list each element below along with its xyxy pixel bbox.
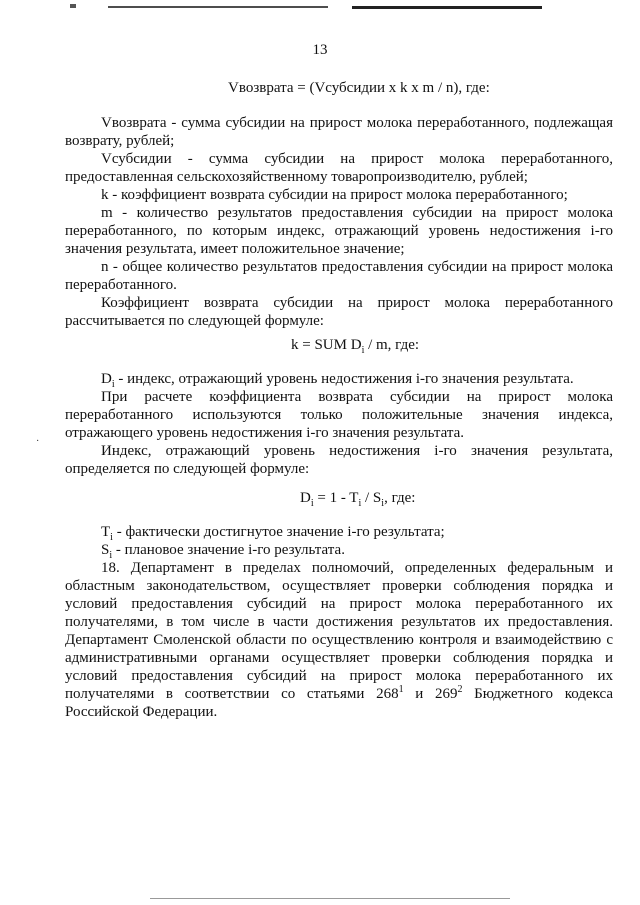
formula-k-after: / m, где: [364,337,420,353]
scan-mark [70,4,76,8]
di-sub: i [111,379,115,390]
t-text: - фактически достигнутое значение i-го результата; [112,524,445,540]
di-text: - индекс, отражающий уровень недостижения i-го значения результата. [114,371,574,387]
final-block [65,523,613,721]
formula-t-sub: i [358,498,362,509]
formula-d [300,490,415,507]
definition-v-return: Vвозврата - сумма субсидии на прирост молока переработанного, подлежащая возврату, рублей; [65,115,613,149]
coefficient-intro: Коэффициент возврата субсидии на прирост молока переработанного рассчитывается по следующей формуле: [65,295,613,329]
paragraph-18 [65,559,613,721]
t-sub: i [110,532,113,543]
definition-m: m - количество результатов предоставления субсидии на прирост молока переработанного, по которым индекс, отражающий уровень недостижения i-го значения результата, имеет положительное значение; [65,205,613,257]
paragraph-index-formula-intro: Индекс, отражающий уровень недостижения i-го значения результата, определяется по следующей формуле: [65,443,613,477]
scan-dot: · [36,436,40,447]
t-symbol: T [101,524,111,540]
formula-d-symbol: D [300,490,311,506]
sup-2: 2 [457,684,463,695]
formula-k [291,337,419,354]
paragraph-positive-values: При расчете коэффициента возврата субсидии на прирост молока переработанного используются только положительные значения индекса, отражающего уровень недостижения i-го значения результата. [65,389,613,441]
definition-s [65,541,613,559]
formula-d-middle: = 1 - T [313,490,359,506]
formula-k-sub: i [361,345,365,356]
formula-s-sub: i [381,498,385,509]
scan-edge-line-bottom [150,898,510,899]
scan-edge-line-right [352,6,542,9]
definition-t [65,523,613,541]
definition-di [65,370,613,388]
definition-v-subsidy: Vсубсидии - сумма субсидии на прирост молока переработанного, предоставленная сельскохозяйственному товаропроизводителю, рублей; [65,151,613,185]
definitions-block [65,114,613,330]
formula-d-end: , где: [384,490,416,506]
definition-n: n - общее количество результатов предоставления субсидии на прирост молока переработанного. [65,259,613,293]
paragraph-18-tail: Бюджетного кодекса Российской Федерации. [65,686,613,720]
page-number: 13 [312,42,328,58]
index-block [65,370,613,478]
paragraph-18-text: 18. Департамент в пределах полномочий, определенных федеральным и областным законодательством, осуществляет проверки соблюдения порядка и условий предоставления субсидий на прирост молока переработанного их получателями, в том числе в части достижения результатов их предоставления. Департамент Смоленской области по осуществлению контроля и взаимодействию с административными органами осуществляет проверки соблюдения порядка и условий предоставления субсидий на прирост молока переработанного их получателями в соответствии со статьями 268 [65,560,613,702]
di-symbol: D [101,371,112,387]
s-text: - плановое значение i-го результата. [112,542,345,558]
formula-k-before: k = SUM D [291,337,362,353]
paragraph-18-and: и 269 [403,686,458,702]
formula-d-sub: i [310,498,314,509]
formula-return-amount: Vвозврата = (Vсубсидии x k x m / n), где: [228,80,490,96]
formula-d-slash: / S [361,490,382,506]
definition-k: k - коэффициент возврата субсидии на прирост молока переработанного; [101,187,568,203]
scan-edge-line-left [108,6,328,8]
sup-1: 1 [398,684,404,695]
s-symbol: S [101,542,110,558]
s-sub: i [109,550,113,561]
